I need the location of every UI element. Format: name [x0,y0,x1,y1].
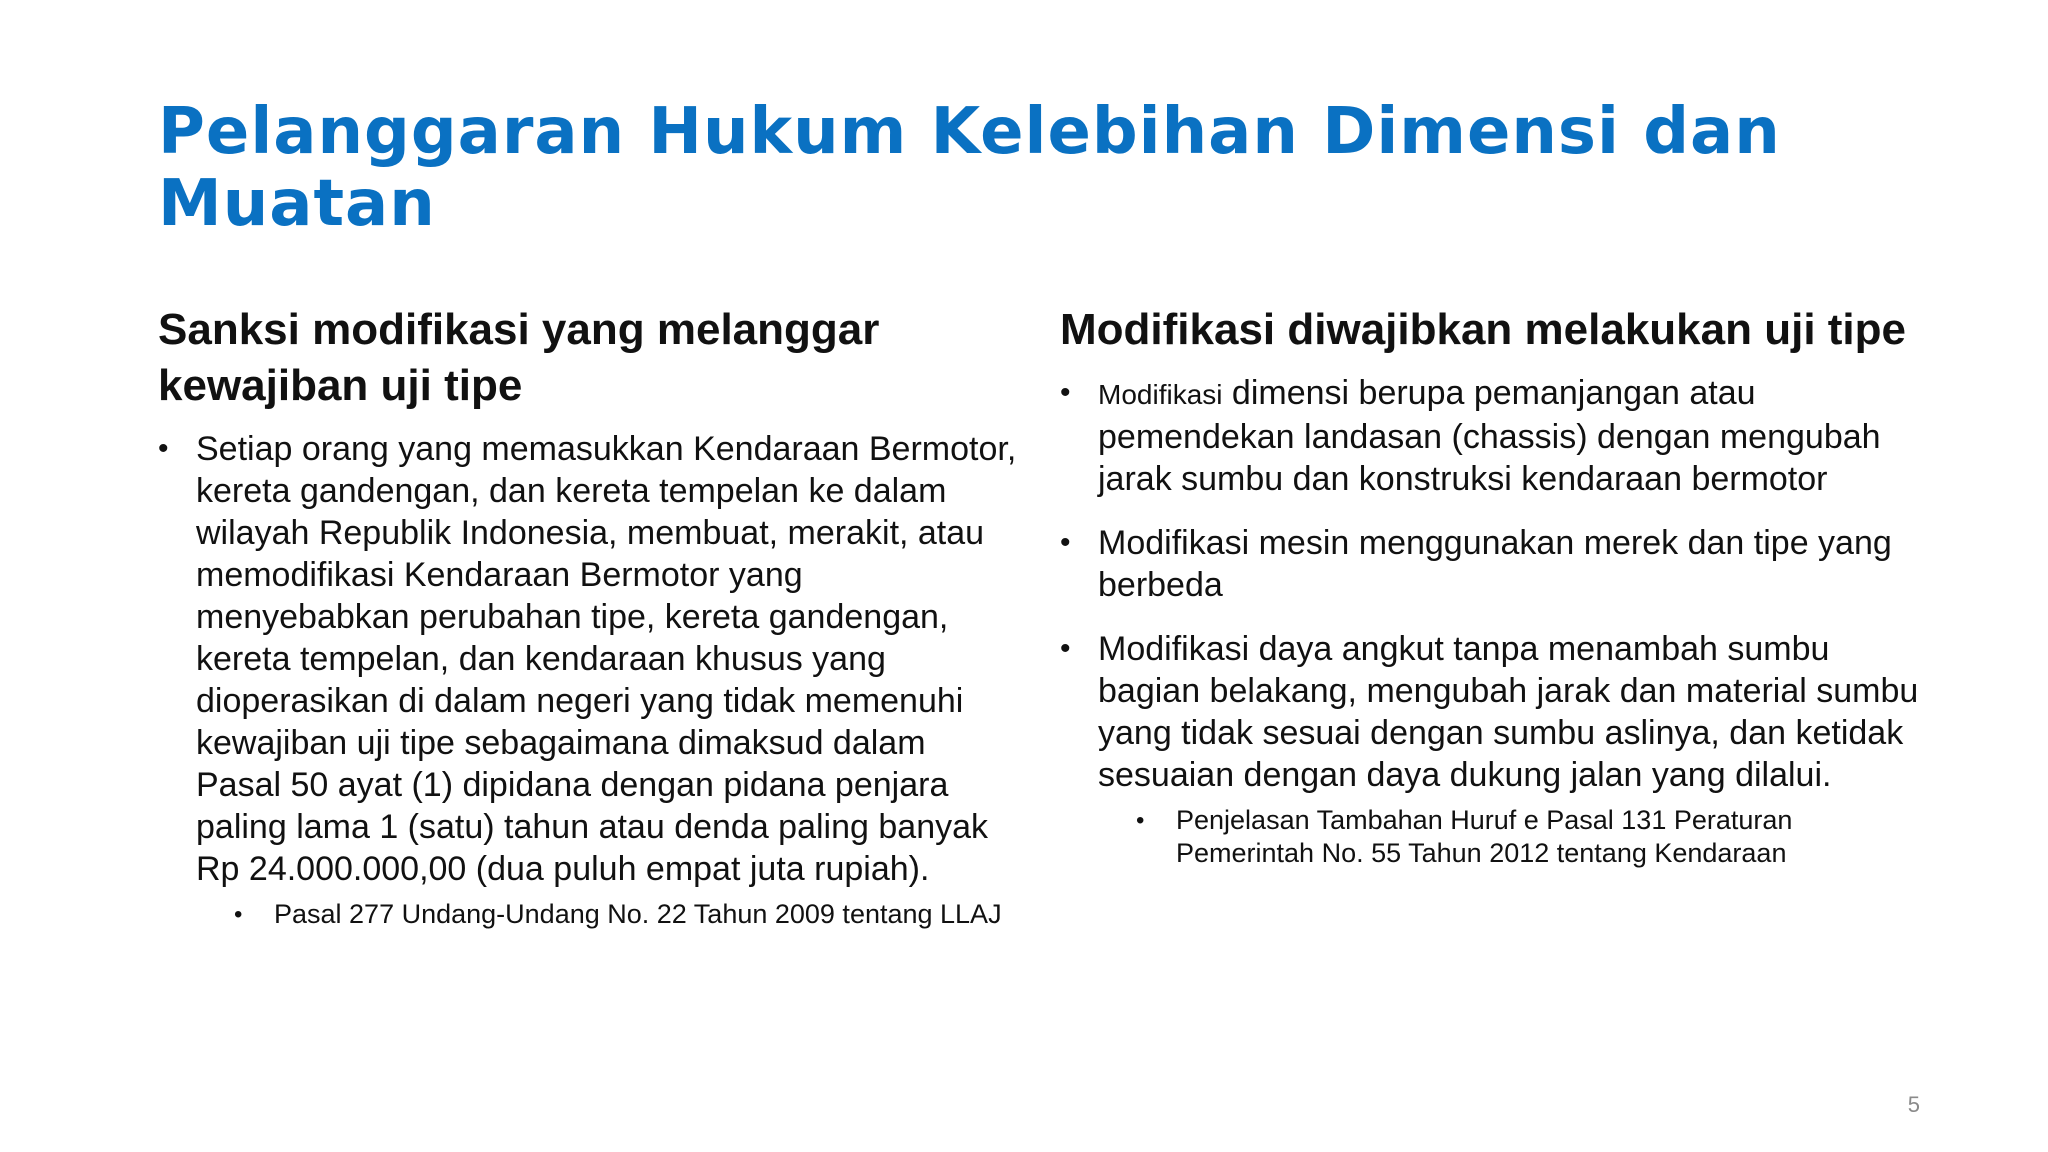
slide-title: Pelanggaran Hukum Kelebihan Dimensi dan Muatan [158,95,1781,241]
list-item [1060,628,1920,870]
page-number: 5 [1907,1092,1920,1117]
left-bullet-text: Setiap orang yang memasukkan Kendaraan Bermotor, kereta gandengan, dan kereta tempelan ke dalam wilayah Republik Indonesia, membuat, merakit, atau memodifikasi Kendaraan Bermotor yang menyebabkan perubahan tipe, kereta gandengan, kereta tempelan, dan kendaraan khusus yang dioperasikan di dalam negeri yang tidak memenuhi kewajiban uji tipe sebagaimana dimaksud dalam Pasal 50 ayat (1) dipidana dengan pidana penjara paling lama 1 (satu) tahun atau denda paling banyak Rp 24.000.000,00 (dua puluh empat juta rupiah). [196,430,1017,888]
right-bullet-1-text: dimensi berupa pemanjangan atau pemendekan landasan (chassis) dengan mengubah jarak sumbu dan konstruksi kendaraan bermotor [1098,374,1881,498]
right-sub-bullet-list [1098,804,1920,870]
right-bullet-3-text: Modifikasi daya angkut tanpa menambah sumbu bagian belakang, mengubah jarak dan material sumbu yang tidak sesuai dengan sumbu aslinya, dan ketidak sesuaian dengan daya dukung jalan yang dilalui. [1098,630,1919,794]
right-bullet-2-text: Modifikasi mesin menggunakan merek dan tipe yang berbeda [1098,524,1892,604]
list-item [158,428,1018,931]
left-column [158,302,1018,953]
list-item [1060,372,1920,500]
left-sub-bullet-list [196,898,1018,931]
right-column [1060,302,1920,892]
right-bullet-1-lead: Modifikasi [1098,379,1223,410]
left-sub-bullet: • Pasal 277 Undang-Undang No. 22 Tahun 2009 tentang LLAJ [234,898,1018,931]
right-sub-bullet: • Penjelasan Tambahan Huruf e Pasal 131 Peraturan Pemerintah No. 55 Tahun 2012 tentang Kendaraan [1136,804,1920,870]
left-bullet-list [158,428,1018,931]
list-item [1060,522,1920,606]
right-column-heading: Modifikasi diwajibkan melakukan uji tipe [1060,305,1906,354]
left-column-heading: Sanksi modifikasi yang melanggar kewajiban uji tipe [158,305,880,410]
right-bullet-list [1060,372,1920,870]
